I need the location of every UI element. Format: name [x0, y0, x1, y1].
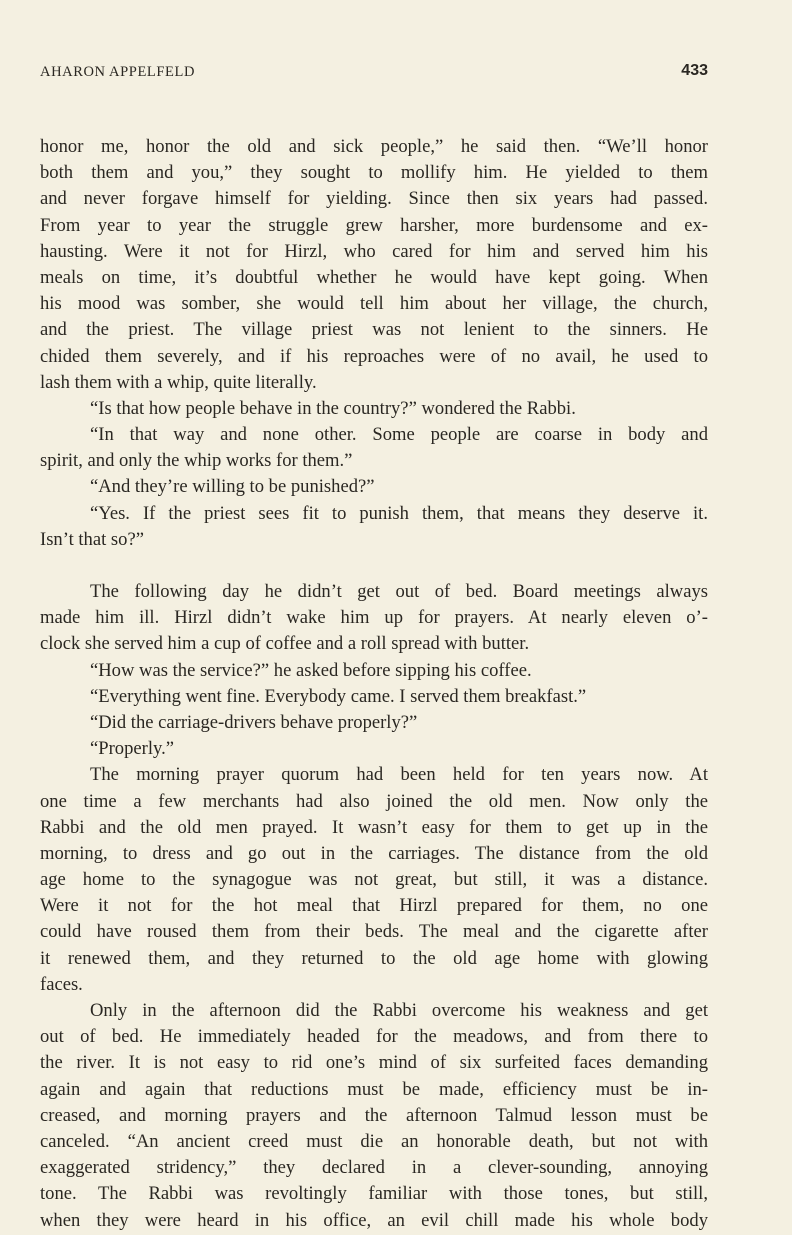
text-line: honor me, honor the old and sick people,” he said then. “We’ll honor — [40, 136, 708, 157]
paragraph — [40, 474, 708, 500]
author-name: AHARON APPELFELD — [40, 64, 196, 80]
text-line: meals on time, it’s doubtful whether he would have kept going. When — [40, 266, 708, 288]
body-text — [40, 134, 708, 1234]
text-line: exaggerated stridency,” they declared in a clever-sounding, annoying — [40, 1157, 708, 1179]
text-line: creased, and morning prayers and the afternoon Talmud lesson must be — [40, 1104, 708, 1126]
text-line: The following day he didn’t get out of bed. Board meetings always — [90, 581, 708, 602]
text-line: “In that way and none other. Some people are coarse in body and — [90, 424, 708, 446]
paragraph — [40, 684, 708, 710]
text-line: spirit, and only the whip works for them.” — [40, 450, 353, 472]
text-line: could have roused them from their beds. The meal and the cigarette after — [40, 921, 708, 943]
text-line: “Properly.” — [90, 738, 174, 760]
text-line: hausting. Were it not for Hirzl, who cared for him and served him his — [40, 240, 708, 262]
text-line: faces. — [40, 973, 83, 995]
text-line: “And they’re willing to be punished?” — [90, 476, 375, 498]
text-line: “Is that how people behave in the country?” wondered the Rabbi. — [90, 397, 576, 419]
text-line: The morning prayer quorum had been held for ten years now. At — [90, 764, 708, 786]
paragraph — [40, 396, 708, 422]
text-line: age home to the synagogue was not great, but still, it was a distance. — [40, 869, 708, 891]
paragraph — [40, 710, 708, 736]
paragraph — [40, 422, 708, 474]
text-line: lash them with a whip, quite literally. — [40, 371, 317, 393]
text-line: Only in the afternoon did the Rabbi overcome his weakness and get — [90, 1000, 708, 1021]
text-line: “Everything went fine. Everybody came. I served them breakfast.” — [90, 685, 587, 707]
section-break — [40, 553, 708, 579]
paragraph — [40, 658, 708, 684]
text-line: “Did the carriage-drivers behave properly?” — [90, 711, 418, 733]
text-line: and the priest. The village priest was not lenient to the sinners. He — [40, 319, 708, 341]
paragraph — [40, 134, 708, 396]
text-line: From year to year the struggle grew harsher, more burdensome and ex- — [40, 214, 708, 236]
text-line: the river. It is not easy to rid one’s mind of six surfeited faces demanding — [40, 1052, 708, 1074]
paragraph — [40, 736, 708, 762]
text-line: again and again that reductions must be made, efficiency must be in- — [40, 1078, 708, 1100]
text-line: both them and you,” they sought to mollify him. He yielded to them — [40, 162, 708, 184]
text-line: clock she served him a cup of coffee and a roll spread with butter. — [40, 633, 530, 655]
text-line: morning, to dress and go out in the carriages. The distance from the old — [40, 842, 708, 864]
text-line: Were it not for the hot meal that Hirzl prepared for them, no one — [40, 895, 708, 917]
text-line: Rabbi and the old men prayed. It wasn’t easy for them to get up in the — [40, 816, 708, 838]
text-line: one time a few merchants had also joined the old men. Now only the — [40, 790, 708, 812]
page-number: 433 — [681, 62, 708, 79]
paragraph — [40, 501, 708, 553]
text-line: Isn’t that so?” — [40, 528, 144, 550]
paragraph — [40, 998, 708, 1234]
running-head — [40, 62, 708, 86]
text-line: “Yes. If the priest sees fit to punish them, that means they deserve it. — [90, 502, 708, 524]
text-line: made him ill. Hirzl didn’t wake him up for prayers. At nearly eleven o’- — [40, 607, 708, 629]
text-line: out of bed. He immediately headed for the meadows, and from there to — [40, 1026, 708, 1048]
text-line: “How was the service?” he asked before sipping his coffee. — [90, 659, 532, 681]
text-line: when they were heard in his office, an evil chill made his whole body — [40, 1209, 708, 1231]
text-line: chided them severely, and if his reproaches were of no avail, he used to — [40, 345, 708, 367]
paragraph — [40, 579, 708, 658]
paragraph — [40, 762, 708, 998]
text-line: his mood was somber, she would tell him about her village, the church, — [40, 293, 708, 315]
text-line: canceled. “An ancient creed must die an honorable death, but not with — [40, 1130, 708, 1152]
text-line: it renewed them, and they returned to the old age home with glowing — [40, 947, 708, 969]
text-line: and never forgave himself for yielding. Since then six years had passed. — [40, 188, 708, 210]
text-line: tone. The Rabbi was revoltingly familiar with those tones, but still, — [40, 1183, 708, 1205]
